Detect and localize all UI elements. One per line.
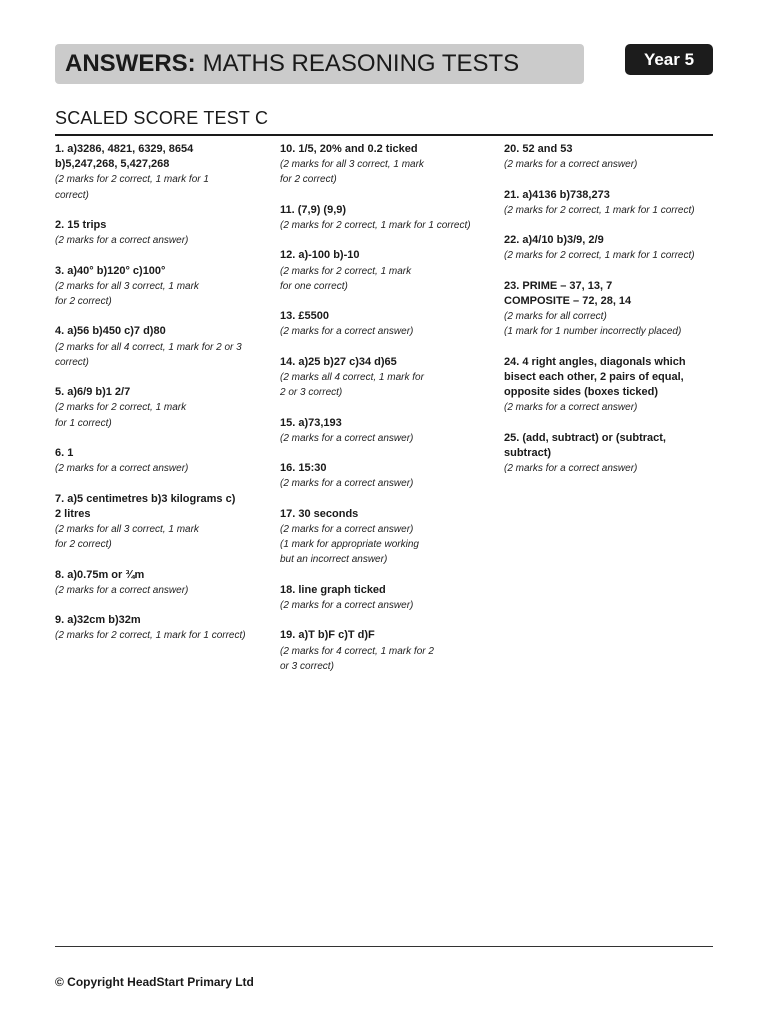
marking-note: (2 marks for a correct answer) [280,523,414,535]
answer-line [55,218,275,233]
answer-item [280,355,500,401]
question-number: 16. [280,462,296,475]
answer-line [504,279,716,294]
question-number: 3. [55,264,65,277]
question-number: 24. [504,355,520,368]
answer-text: (add, subtract) or (subtract, [522,431,666,444]
answers-column-2 [280,142,500,689]
marking-note: (2 marks for a correct answer) [280,478,414,490]
answer-item [55,492,275,553]
answer-text: a)5 centimetres b)3 kilograms c) [67,492,236,505]
question-number: 4. [55,325,65,338]
answer-item [280,628,500,674]
marking-note: correct) [55,356,89,368]
answer-line [504,355,716,370]
marking-note: (2 marks for all correct) [504,311,607,323]
answer-item [55,142,275,203]
answer-text: 4 right angles, diagonals which [522,355,686,368]
answer-line [504,370,716,385]
answer-line [280,461,500,476]
title-divider [55,134,713,136]
answer-text: 1 [67,446,74,459]
marking-note: for 2 correct) [55,539,112,551]
answer-item [280,142,500,188]
answer-line [55,446,275,461]
answer-text: £5500 [298,310,329,323]
answer-item [55,446,275,476]
answer-line [55,613,275,628]
marking-note: (2 marks for all 3 correct, 1 mark [55,280,199,292]
answer-item [55,568,275,598]
answer-line [55,507,275,522]
answer-line [504,142,716,157]
marking-note: (2 marks for a correct answer) [280,599,414,611]
marking-note: 2 or 3 correct) [280,387,343,399]
marking-note: (2 marks for 2 correct, 1 mark for 1 correct) [504,204,695,216]
answer-item [55,613,275,643]
answer-item [280,416,500,446]
header-title-rest: MATHS REASONING TESTS [202,50,520,77]
answer-text: a)6/9 b)1 2/7 [67,386,131,399]
answer-line [280,203,500,218]
header-banner [55,44,584,84]
copyright-text: © Copyright HeadStart Primary Ltd [55,975,254,989]
answer-line [55,492,275,507]
answer-line [504,385,716,400]
answer-text: line graph ticked [298,583,386,596]
answer-text: 2 litres [55,507,91,520]
marking-note: (2 marks for 2 correct, 1 mark for 1 correct) [55,630,246,642]
marking-note: (2 marks for all 3 correct, 1 mark [280,159,424,171]
answer-item [280,309,500,339]
question-number: 5. [55,386,65,399]
answer-text: a)4/10 b)3/9, 2/9 [522,234,604,247]
answer-item [504,431,716,477]
header-title-strong: ANSWERS: [65,50,196,77]
answer-line [280,355,500,370]
question-number: 19. [280,629,296,642]
marking-note: (2 marks for a correct answer) [504,463,638,475]
year-badge: Year 5 [625,44,713,75]
marking-note: but an incorrect answer) [280,554,388,566]
marking-note: (2 marks for a correct answer) [55,235,189,247]
question-number: 6. [55,446,65,459]
answer-line [504,233,716,248]
answer-text: 30 seconds [298,507,359,520]
marking-note: (2 marks for a correct answer) [280,432,414,444]
marking-note: (2 marks for all 4 correct, 1 mark for 2 or 3 [55,341,242,353]
question-number: 7. [55,492,65,505]
marking-note: (2 marks all 4 correct, 1 mark for [280,371,424,383]
answer-line [55,157,275,172]
answer-item [504,355,716,416]
answer-item [280,461,500,491]
answer-item [280,583,500,613]
marking-note: (2 marks for 2 correct, 1 mark for 1 correct) [280,220,471,231]
answer-line [504,431,716,446]
marking-note: (2 marks for a correct answer) [504,402,638,414]
answer-line [504,188,716,203]
marking-note: (1 mark for 1 number incorrectly placed) [504,326,682,338]
footer-divider [55,946,713,947]
marking-note: (2 marks for all 3 correct, 1 mark [55,523,199,535]
answer-item [280,203,500,233]
answer-text: b)5,247,268, 5,427,268 [55,158,170,171]
question-number: 9. [55,614,65,627]
question-number: 12. [280,249,296,262]
answer-item [504,233,716,263]
answer-item [504,279,716,340]
answer-line [280,507,500,522]
answers-column-1 [55,142,275,659]
marking-note: or 3 correct) [280,660,334,672]
answer-item [55,324,275,370]
answers-column-3 [504,142,716,492]
answer-line [280,583,500,598]
answer-item [55,264,275,310]
answer-text: a)40° b)120° c)100° [67,264,166,277]
answer-line [55,385,275,400]
answer-text: 15 trips [67,219,107,231]
question-number: 15. [280,416,296,429]
marking-note: (2 marks for a correct answer) [504,159,638,171]
question-number: 14. [280,355,296,368]
question-number: 22. [504,234,520,247]
answer-line [504,446,716,461]
answer-line [55,324,275,339]
marking-note: (1 mark for appropriate working [280,539,419,551]
answer-text: PRIME – 37, 13, 7 [522,279,613,292]
question-number: 25. [504,431,520,444]
answer-item [55,385,275,431]
answer-item [504,142,716,172]
answer-line [504,294,716,309]
answer-text: 15:30 [298,462,327,475]
marking-note: (2 marks for a correct answer) [280,326,414,338]
question-number: 23. [504,279,520,292]
marking-note: for one correct) [280,280,348,292]
answer-line [280,628,500,643]
answer-text: a)32cm b)32m [67,614,141,627]
answer-text: COMPOSITE – 72, 28, 14 [504,294,632,307]
marking-note: for 2 correct) [55,296,112,307]
answer-line [280,142,500,157]
answer-item [280,248,500,294]
question-number: 1. [55,143,65,155]
answer-line [280,309,500,324]
question-number: 13. [280,310,296,323]
question-number: 2. [55,219,65,231]
question-number: 18. [280,583,296,596]
marking-note: (2 marks for 2 correct, 1 mark [55,402,187,414]
marking-note: correct) [55,189,89,201]
marking-note: (2 marks for 2 correct, 1 mark [280,265,412,277]
answer-text: a)0.75m or ¾m [67,568,145,581]
question-number: 21. [504,188,520,201]
marking-note: (2 marks for a correct answer) [55,463,189,475]
question-number: 8. [55,568,65,581]
question-number: 17. [280,507,296,520]
answer-text: a)-100 b)-10 [298,249,360,262]
answer-item [504,188,716,218]
answer-text: subtract) [504,446,552,459]
answer-item [55,218,275,248]
marking-note: (2 marks for 4 correct, 1 mark for 2 [280,645,434,657]
answer-text: a)56 b)450 c)7 d)80 [67,325,166,338]
marking-note: (2 marks for 2 correct, 1 mark for 1 correct) [504,250,695,262]
answer-text: bisect each other, 2 pairs of equal, [504,370,684,383]
answer-text: (7,9) (9,9) [297,203,347,216]
question-number: 11. [280,203,295,216]
marking-note: for 1 correct) [55,417,112,429]
marking-note: (2 marks for a correct answer) [55,584,189,596]
marking-note: (2 marks for 2 correct, 1 mark for 1 [55,174,209,186]
answer-line [55,264,275,279]
answer-line [55,142,275,157]
answer-text: 52 and 53 [522,143,573,155]
answer-text: a)73,193 [298,416,342,429]
answer-line [280,416,500,431]
answer-text: 1/5, 20% and 0.2 ticked [298,143,418,155]
marking-note: for 2 correct) [280,174,337,186]
answer-text: a)T b)F c)T d)F [298,629,375,642]
answer-text: a)25 b)27 c)34 d)65 [298,355,397,368]
question-number: 10. [280,143,296,155]
answer-item [280,507,500,568]
answer-text: a)3286, 4821, 6329, 8654 [67,143,194,155]
question-number: 20. [504,143,520,155]
section-title: SCALED SCORE TEST C [55,108,269,128]
answer-text: opposite sides (boxes ticked) [504,386,659,399]
answer-line [280,248,500,263]
answer-line [55,568,275,583]
answer-text: a)4136 b)738,273 [522,188,610,201]
